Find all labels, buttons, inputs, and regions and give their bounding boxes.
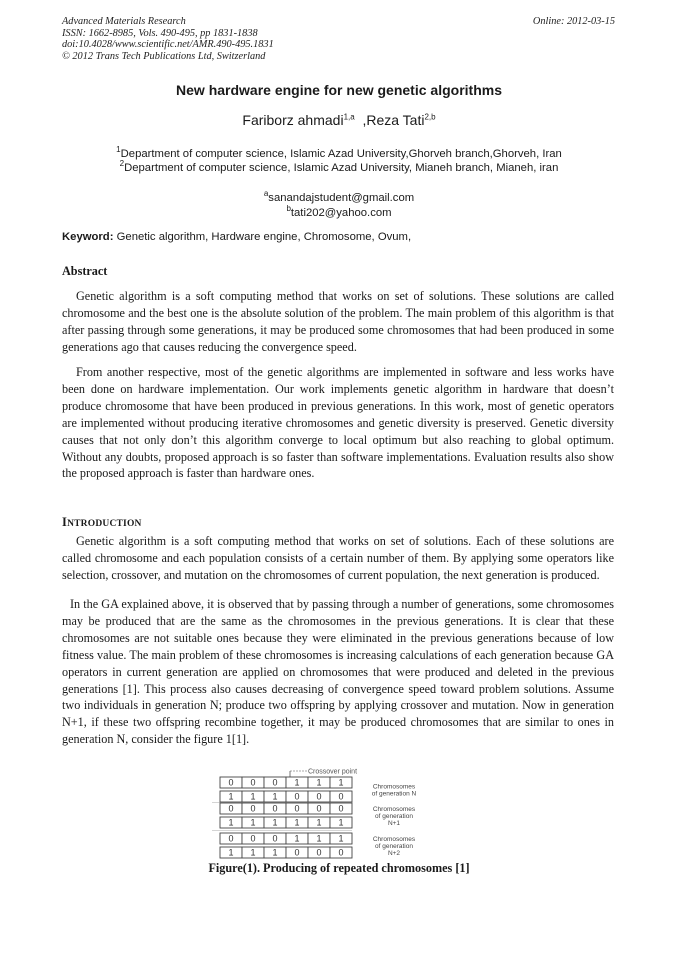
introduction-heading: INTRODUCTION (62, 515, 142, 529)
chromosome-row (220, 791, 352, 802)
gene-value: 1 (338, 833, 344, 844)
generation-label-line: Chromosomes (372, 806, 416, 813)
gene-value: 0 (272, 833, 278, 844)
gene-value: 1 (250, 817, 256, 828)
journal-header (62, 16, 274, 62)
gene-value: 0 (294, 803, 300, 814)
author-name: Fariborz ahmadi (242, 112, 344, 128)
gene-value: 1 (316, 817, 322, 828)
journal-issn: ISSN: 1662-8985, Vols. 490-495, pp 1831-1838 (62, 27, 258, 39)
gene-value: 1 (250, 847, 256, 858)
journal-name: Advanced Materials Research (62, 16, 186, 27)
generation-label-line: of generation N (371, 790, 417, 798)
generation-label-line: Chromosomes (372, 783, 416, 791)
email-2: $^b$tati202@yahoo.com (286, 204, 392, 219)
abstract-paragraph: Genetic algorithm is a soft computing method that works on set of solutions. These solutions are called chromosome and the best one is the absolute solution of the problem. The main problem of this algorithm is that after passing through some generations, it may be produced some chromosomes that had been produced in some generations ago that causes reducing the convergence speed. (62, 289, 614, 354)
generation-label-line: N+1 (387, 820, 401, 827)
keywords-label: Keyword: (62, 231, 114, 243)
journal-doi: doi:10.4028/www.scientific.net/AMR.490-495.1831 (62, 39, 274, 50)
affiliation-2: $^2$Department of computer science, Islamic Azad University, Mianeh branch, Mianeh, iran (119, 159, 559, 174)
generation-label-line: N+2 (387, 850, 401, 857)
abstract-paragraph: From another respective, most of the genetic algorithms are implemented in software and less works have been done on hardware implementation. Our work implements genetic algorithm in hardware that doesn’t produce chromosome that have been produced in previous generations. In this work, most of genetic operators are implemented without producing iterative chromosomes and genetic diversity is preserved. Genetic diversity causes that not only don’t this algorithm converge to local optimum but also reaching to global optimum. Without any doubts, proposed approach is so faster than software implementations. Evaluation results also show the proposed approach is faster than hardware ones. (62, 365, 614, 481)
gene-value: 0 (250, 777, 256, 788)
gene-value: 0 (228, 833, 234, 844)
gene-value: 0 (294, 791, 300, 802)
gene-value: 0 (228, 803, 234, 814)
figure-1 (212, 765, 432, 865)
journal-copyright: © 2012 Trans Tech Publications Ltd, Switzerland (62, 50, 266, 62)
online-date: Online: 2012-03-15 (532, 16, 615, 27)
figure-caption: Figure(1). Producing of repeated chromosomes [1] (208, 861, 470, 875)
author-name: ,Reza Tati (362, 112, 425, 128)
chromosome-row (220, 777, 352, 788)
gene-value: 1 (294, 833, 300, 844)
gene-value: 1 (316, 777, 322, 788)
gene-value: 1 (250, 791, 256, 802)
chromosome-figure (212, 765, 432, 865)
gene-value: 1 (294, 817, 300, 828)
gene-value: 0 (338, 791, 344, 802)
affiliation-1: $^1$Department of computer science, Islamic Azad University,Ghorveh branch,Ghorveh, Iran (116, 145, 562, 160)
author-line (0, 112, 678, 128)
email-1: $^a$sanandajstudent@gmail.com (263, 189, 415, 204)
chromosome-row (220, 833, 352, 844)
gene-value: 0 (272, 803, 278, 814)
chromosome-row (220, 847, 352, 858)
gene-value: 1 (338, 817, 344, 828)
gene-value: 1 (228, 847, 234, 858)
author-sup: 1,a (343, 112, 355, 122)
crossover-label: Crossover point (308, 768, 358, 776)
gene-value: 0 (316, 791, 322, 802)
author-sup: 2,b (424, 112, 436, 122)
gene-value: 1 (228, 817, 234, 828)
gene-value: 0 (294, 847, 300, 858)
gene-value: 0 (250, 803, 256, 814)
generation-label-line: of generation (375, 813, 413, 820)
generation-label-line: Chromosomes (372, 836, 416, 843)
keywords-text: Genetic algorithm, Hardware engine, Chromosome, Ovum, (113, 231, 412, 243)
keywords (62, 231, 411, 243)
generation-label (373, 806, 416, 827)
gene-value: 0 (316, 803, 322, 814)
gene-value: 1 (228, 791, 234, 802)
generation-label (372, 784, 417, 798)
gene-value: 0 (272, 777, 278, 788)
gene-value: 0 (338, 803, 344, 814)
gene-value: 0 (228, 777, 234, 788)
gene-value: 1 (272, 817, 278, 828)
gene-value: 0 (250, 833, 256, 844)
generation-label (373, 836, 416, 857)
gene-value: 1 (338, 777, 344, 788)
gene-value: 1 (272, 791, 278, 802)
gene-value: 0 (338, 847, 344, 858)
gene-value: 0 (316, 847, 322, 858)
gene-value: 1 (294, 777, 300, 788)
paper-title: New hardware engine for new genetic algorithms (176, 82, 502, 98)
intro-paragraph: In the GA explained above, it is observed that by passing through a number of generations, some chromosomes may be produced that are the same as the chromosomes in the previous generations. It is clear that these chromosomes are not suitable ones because they were eliminated in the previous generations because of low fitness value. The main problem of these chromosomes is increasing calculations of each generation because GA operators in current generation are applied on chromosomes that were produced and deleted in the previous generations [1]. This process also causes decreasing of convergence speed toward problem solutions. Assume two individuals in generation N; produce two offspring by applying crossover and mutation. Now in generation N+1, if these two offspring recombine together, it may be produced chromosomes that are similar to ones in generation N, consider the figure 1[1]. (62, 597, 614, 747)
generation-label-line: of generation (375, 843, 413, 850)
abstract-heading: Abstract (62, 264, 108, 278)
gene-value: 1 (272, 847, 278, 858)
chromosome-row (220, 803, 352, 814)
gene-value: 1 (316, 833, 322, 844)
chromosome-row (220, 817, 352, 828)
intro-paragraph: Genetic algorithm is a soft computing method that works on set of solutions. Each of these solutions are called chromosome and each population consists of a certain number of them. By applying some operators like selection, crossover, and mutation on the chromosomes of current population, the next generation is produced. (62, 534, 614, 582)
